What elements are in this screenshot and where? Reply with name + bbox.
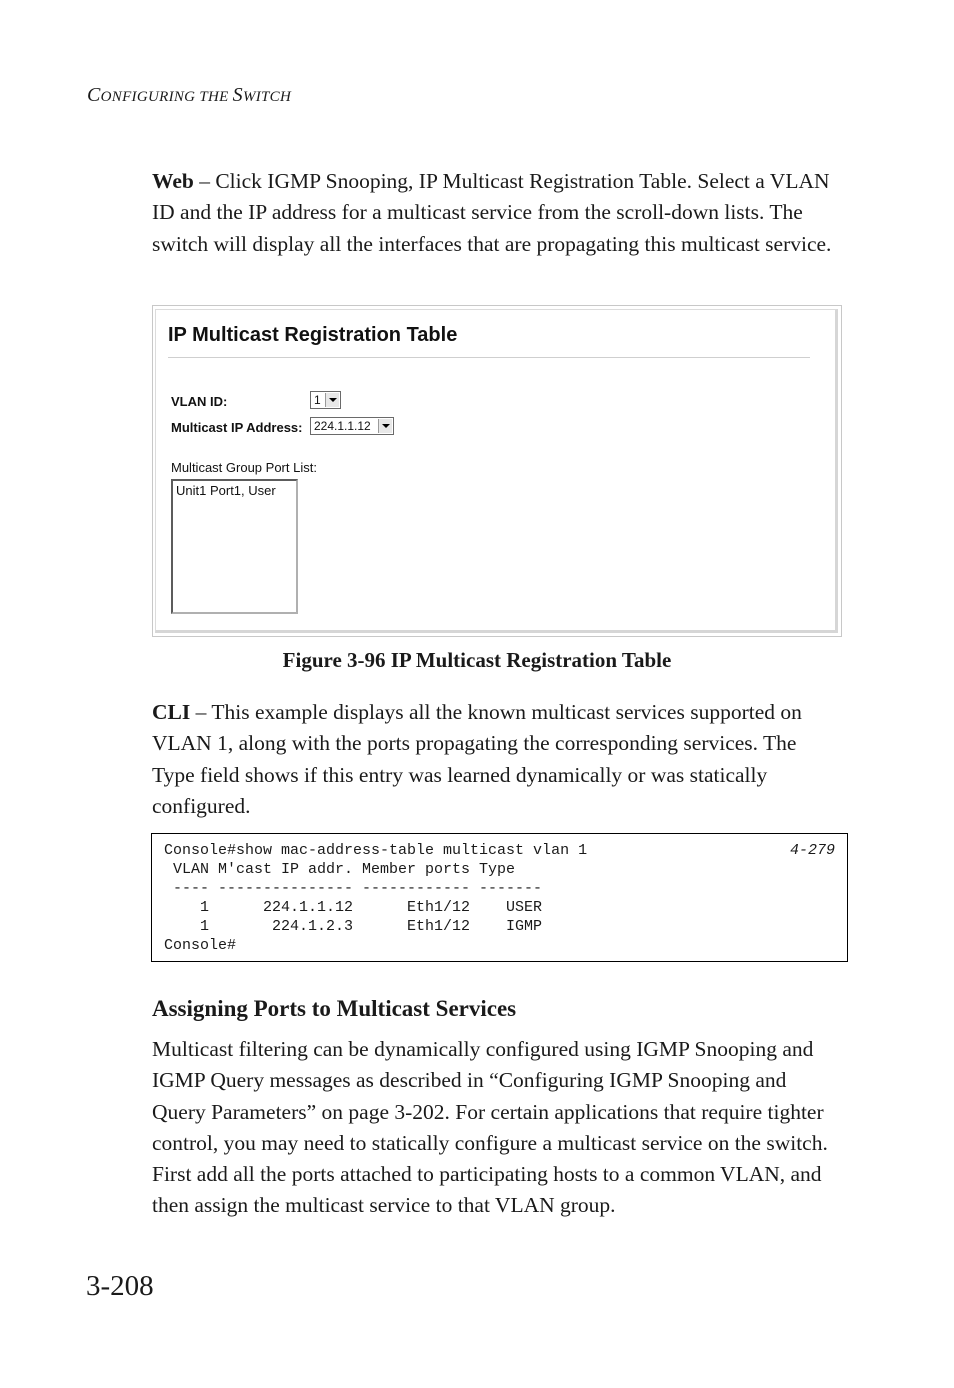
ip-multicast-screenshot: [152, 305, 842, 637]
vlan-id-label: VLAN ID:: [171, 394, 228, 409]
section-body: Multicast filtering can be dynamically configured using IGMP Snooping and IGMP Query messages as described in “Configuring IGMP Snooping and Query Parameters” on page 3-202. For certain applications that require tighter control, you may need to statically configure a multicast service on the switch. First add all the ports attached to participating hosts to a common VLAN, and then assign the multicast service to that VLAN group.: [152, 1037, 828, 1218]
port-list-label: Multicast Group Port List:: [171, 460, 317, 475]
cli-description: [152, 697, 844, 822]
code-line: Console#show mac-address-table multicast vlan 1: [164, 842, 588, 859]
cli-code-block: [151, 833, 848, 962]
code-line: Console#: [164, 937, 237, 954]
figure-caption: Figure 3-96 IP Multicast Registration Table: [282, 648, 672, 672]
web-text: – Click IGMP Snooping, IP Multicast Registration Table. Select a VLAN ID and the IP address for a multicast service from the scroll-down lists. The switch will display all the interfaces that are propagating this multicast service.: [152, 169, 832, 256]
vlan-id-select[interactable]: [310, 391, 341, 409]
port-list-box[interactable]: [171, 479, 298, 614]
vlan-id-value: 1: [314, 393, 321, 407]
multicast-ip-value: 224.1.1.12: [314, 419, 371, 433]
screenshot-title: IP Multicast Registration Table: [168, 324, 458, 346]
multicast-ip-label: Multicast IP Address:: [171, 420, 303, 435]
cli-lead: CLI: [152, 700, 191, 724]
running-header: CONFIGURING THE SWITCH: [87, 84, 292, 106]
multicast-ip-select[interactable]: [310, 417, 394, 435]
cli-text: – This example displays all the known multicast services supported on VLAN 1, along with the ports propagating the corresponding services. The Type field shows if this entry was learned dynamically or was statically configured.: [152, 700, 802, 818]
command-reference: 4-279: [789, 842, 835, 859]
title-divider: [168, 357, 810, 358]
chevron-down-icon[interactable]: [325, 393, 339, 407]
web-lead: Web: [152, 169, 194, 193]
web-instructions: [152, 166, 844, 260]
page-number: 3-208: [86, 1270, 154, 1302]
code-line: VLAN M'cast IP addr. Member ports Type: [164, 861, 516, 878]
port-list-item[interactable]: Unit1 Port1, User: [176, 483, 276, 498]
code-line: 1 224.1.2.3 Eth1/12 IGMP: [164, 918, 543, 935]
code-line: ---- --------------- ------------ -------: [164, 880, 543, 897]
chevron-down-icon[interactable]: [378, 419, 392, 433]
code-line: 1 224.1.1.12 Eth1/12 USER: [164, 899, 543, 916]
section-heading: Assigning Ports to Multicast Services: [152, 996, 517, 1021]
